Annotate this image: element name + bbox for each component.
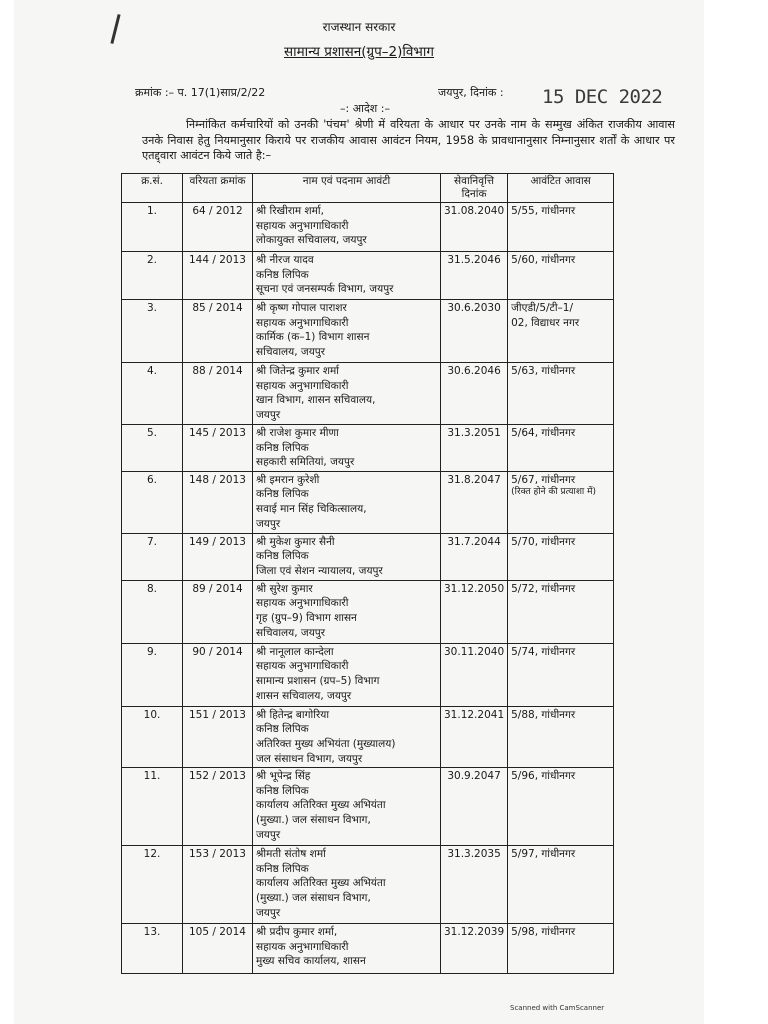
- allottee-line: श्री हितेन्द्र बागोरिया: [256, 708, 330, 721]
- table-row: [122, 924, 614, 974]
- order-title: –: आदेश :–: [340, 102, 390, 115]
- seniority-number: 88 / 2014: [183, 363, 253, 425]
- allotted-quarter: [508, 706, 614, 767]
- allottee-name-designation: [253, 300, 441, 363]
- column-header: सेवानिवृत्ति दिनांक: [441, 174, 508, 203]
- serial-number: 4.: [122, 363, 183, 425]
- allottee-line: कनिष्ठ लिपिक: [256, 488, 309, 501]
- allotted-quarter: [508, 533, 614, 580]
- retirement-date: 31.3.2051: [441, 425, 508, 472]
- allottee-line: सहायक अनुभागाधिकारी: [256, 940, 349, 953]
- allottee-line: सहकारी समितियां, जयपुर: [256, 456, 355, 469]
- allottee-name-designation: [253, 643, 441, 706]
- allottee-line: कनिष्ठ लिपिक: [256, 862, 309, 875]
- allottee-line: कार्यालय अतिरिक्त मुख्य अभियंता: [256, 799, 386, 812]
- allottee-line: कनिष्ठ लिपिक: [256, 784, 309, 797]
- seniority-number: 90 / 2014: [183, 643, 253, 706]
- quarter-line: 5/88, गांधीनगर: [511, 708, 576, 721]
- allottee-line: गृह (ग्रुप–9) विभाग शासन: [256, 611, 357, 624]
- column-header: आवंटित आवास: [508, 174, 614, 203]
- allottee-name-designation: [253, 203, 441, 252]
- allotted-quarter: [508, 425, 614, 472]
- allottee-line: श्री राजेश कुमार मीणा: [256, 427, 339, 439]
- table-row: [122, 252, 614, 300]
- allotted-quarter: [508, 846, 614, 924]
- allottee-line: सहायक अनुभागाधिकारी: [256, 597, 349, 610]
- quarter-line: 5/97, गांधीनगर: [511, 848, 576, 861]
- quarter-line: 5/55, गांधीनगर: [511, 205, 576, 217]
- allottee-line: श्री नानूलाल कान्देला: [256, 645, 334, 658]
- serial-number: 9.: [122, 643, 183, 706]
- seniority-number: 144 / 2013: [183, 252, 253, 300]
- allottee-line: कनिष्ठ लिपिक: [256, 723, 309, 736]
- allottee-line: श्री जितेन्द्र कुमार शर्मा: [256, 365, 339, 377]
- seniority-number: 152 / 2013: [183, 768, 253, 846]
- retirement-date: 31.5.2046: [441, 252, 508, 300]
- retirement-date: 31.12.2050: [441, 580, 508, 643]
- seniority-number: 149 / 2013: [183, 533, 253, 580]
- column-header: वरियता क्रमांक: [183, 174, 253, 203]
- column-header: नाम एवं पदनाम आवंटी: [253, 174, 441, 203]
- table-row: [122, 203, 614, 252]
- serial-number: 10.: [122, 706, 183, 767]
- quarter-line: 5/72, गांधीनगर: [511, 582, 576, 595]
- retirement-date: 31.8.2047: [441, 471, 508, 533]
- allottee-line: लोकायुक्त सचिवालय, जयपुर: [256, 234, 367, 247]
- allottee-line: सहायक अनुभागाधिकारी: [256, 660, 349, 673]
- quarter-note: (रिक्त होने की प्रत्याशा में): [511, 487, 597, 498]
- allottee-line: जल संसाधन विभाग, जयपुर: [256, 752, 363, 765]
- allottee-name-designation: [253, 425, 441, 472]
- scanner-watermark: Scanned with CamScanner: [510, 1004, 605, 1012]
- allottee-line: सवाई मान सिंह चिकित्सालय,: [256, 502, 367, 515]
- allottee-line: कार्यालय अतिरिक्त मुख्य अभियंता: [256, 877, 386, 890]
- allottee-line: श्री रिखीराम शर्मा,: [256, 205, 324, 217]
- table-row: [122, 300, 614, 363]
- allottee-line: शासन सचिवालय, जयपुर: [256, 689, 352, 702]
- retirement-date: 31.12.2041: [441, 706, 508, 767]
- document-page: [14, 0, 704, 1024]
- allottee-line: जिला एवं सेशन न्यायालय, जयपुर: [256, 564, 383, 577]
- allottee-line: श्री सुरेश कुमार: [256, 582, 313, 595]
- retirement-date: 31.08.2040: [441, 203, 508, 252]
- seniority-number: 89 / 2014: [183, 580, 253, 643]
- allottee-line: (मुख्या.) जल संसाधन विभाग,: [256, 891, 371, 904]
- seniority-number: 151 / 2013: [183, 706, 253, 767]
- allottee-line: सूचना एवं जनसम्पर्क विभाग, जयपुर: [256, 283, 394, 296]
- allotted-quarter: [508, 300, 614, 363]
- allottee-name-designation: [253, 363, 441, 425]
- table-row: [122, 768, 614, 846]
- allotted-quarter: [508, 580, 614, 643]
- allottee-line: खान विभाग, शासन सचिवालय,: [256, 394, 376, 407]
- allottee-name-designation: [253, 533, 441, 580]
- allottee-line: मुख्य सचिव कार्यालय, शासन: [256, 955, 366, 968]
- serial-number: 11.: [122, 768, 183, 846]
- table-row: [122, 643, 614, 706]
- seniority-number: 153 / 2013: [183, 846, 253, 924]
- allottee-line: जयपुर: [256, 828, 281, 841]
- table-row: [122, 706, 614, 767]
- serial-number: 1.: [122, 203, 183, 252]
- government-heading: राजस्थान सरकार: [322, 20, 396, 34]
- serial-number: 12.: [122, 846, 183, 924]
- allottee-line: श्री इमरान कुरेशी: [256, 473, 320, 486]
- seniority-number: 148 / 2013: [183, 471, 253, 533]
- allottee-name-designation: [253, 846, 441, 924]
- quarter-line: 5/74, गांधीनगर: [511, 645, 576, 658]
- table-row: [122, 471, 614, 533]
- allottee-line: अतिरिक्त मुख्य अभियंता (मुख्यालय): [256, 737, 396, 750]
- allottee-line: सचिवालय, जयपुर: [256, 626, 326, 639]
- allottee-line: जयपुर: [256, 408, 281, 421]
- allottee-name-designation: [253, 252, 441, 300]
- quarter-line: 5/60, गांधीनगर: [511, 254, 576, 266]
- serial-number: 7.: [122, 533, 183, 580]
- serial-number: 6.: [122, 471, 183, 533]
- order-reference: क्रमांक :– प. 17(1)साप्र/2/22: [135, 86, 266, 99]
- column-header: क्र.सं.: [122, 174, 183, 203]
- table-header-row: [122, 174, 614, 203]
- table-row: [122, 533, 614, 580]
- allottee-line: सहायक अनुभागाधिकारी: [256, 316, 349, 329]
- allotted-quarter: [508, 363, 614, 425]
- allotted-quarter: [508, 252, 614, 300]
- allottee-line: सचिवालय, जयपुर: [256, 345, 326, 358]
- quarter-line: जीएडी/5/टी–1/: [511, 302, 574, 314]
- table-row: [122, 363, 614, 425]
- allottee-line: श्री मुकेश कुमार सैनी: [256, 535, 335, 548]
- allottee-name-designation: [253, 580, 441, 643]
- allottee-name-designation: [253, 924, 441, 974]
- allottee-line: जयपुर: [256, 517, 281, 530]
- allottee-line: सामान्य प्रशासन (ग्रप–5) विभाग: [256, 674, 380, 687]
- retirement-date: 30.11.2040: [441, 643, 508, 706]
- quarter-line: 5/98, गांधीनगर: [511, 926, 576, 939]
- allottee-line: श्री प्रदीप कुमार शर्मा,: [256, 926, 338, 939]
- seniority-number: 105 / 2014: [183, 924, 253, 974]
- serial-number: 2.: [122, 252, 183, 300]
- seniority-number: 85 / 2014: [183, 300, 253, 363]
- allottee-line: श्री भूपेन्द्र सिंह: [256, 770, 311, 783]
- serial-number: 5.: [122, 425, 183, 472]
- serial-number: 8.: [122, 580, 183, 643]
- allottee-name-designation: [253, 471, 441, 533]
- allottee-line: श्री नीरज यादव: [256, 254, 314, 266]
- allotted-quarter: [508, 643, 614, 706]
- quarter-line: 5/64, गांधीनगर: [511, 427, 576, 439]
- allottee-name-designation: [253, 768, 441, 846]
- quarter-line: 5/67, गांधीनगर: [511, 473, 576, 486]
- quarter-line: 02, विद्याधर नगर: [511, 316, 580, 329]
- table-body: [122, 203, 614, 974]
- allottee-line: सहायक अनुभागाधिकारी: [256, 379, 349, 392]
- allottee-line: श्री कृष्ण गोपाल पाराशर: [256, 302, 347, 314]
- retirement-date: 30.6.2030: [441, 300, 508, 363]
- allottee-line: कनिष्ठ लिपिक: [256, 441, 309, 454]
- retirement-date: 31.7.2044: [441, 533, 508, 580]
- serial-number: 3.: [122, 300, 183, 363]
- allottee-line: सहायक अनुभागाधिकारी: [256, 219, 349, 232]
- retirement-date: 31.12.2039: [441, 924, 508, 974]
- place-date-label: जयपुर, दिनांक :: [438, 86, 504, 99]
- allottee-line: कार्मिक (क–1) विभाग शासन: [256, 331, 370, 344]
- quarter-line: 5/70, गांधीनगर: [511, 535, 576, 548]
- allotment-table: [121, 173, 614, 974]
- allottee-line: श्रीमती संतोष शर्मा: [256, 848, 326, 861]
- retirement-date: 30.9.2047: [441, 768, 508, 846]
- allottee-line: कनिष्ठ लिपिक: [256, 268, 309, 281]
- allotted-quarter: [508, 203, 614, 252]
- allotted-quarter: [508, 924, 614, 974]
- date-stamp: 15 DEC 2022: [542, 86, 663, 108]
- quarter-line: 5/96, गांधीनगर: [511, 770, 576, 783]
- order-paragraph: निम्नांकित कर्मचारियों को उनकी 'पंचम' श्रेणी में वरियता के आधार पर उनके नाम के सम्मुख अंकित राजकीय आवास उनके निवास हेतु नियमानुसार किराये पर राजकीय आवास आवंटन नियम, 1958 के प्रावधानानुसार निम्नानुसार शर्तों के आधार पर एतद्द्वारा आवंटन किये जाते है:–: [142, 118, 675, 162]
- retirement-date: 31.3.2035: [441, 846, 508, 924]
- allottee-name-designation: [253, 706, 441, 767]
- seniority-number: 145 / 2013: [183, 425, 253, 472]
- table-row: [122, 846, 614, 924]
- seniority-number: 64 / 2012: [183, 203, 253, 252]
- table-row: [122, 580, 614, 643]
- retirement-date: 30.6.2046: [441, 363, 508, 425]
- serial-number: 13.: [122, 924, 183, 974]
- allotted-quarter: [508, 471, 614, 533]
- allottee-line: (मुख्या.) जल संसाधन विभाग,: [256, 813, 371, 826]
- allotted-quarter: [508, 768, 614, 846]
- department-heading: सामान्य प्रशासन(ग्रुप–2)विभाग: [283, 44, 435, 60]
- table-row: [122, 425, 614, 472]
- allottee-line: कनिष्ठ लिपिक: [256, 550, 309, 563]
- allottee-line: जयपुर: [256, 906, 281, 919]
- quarter-line: 5/63, गांधीनगर: [511, 365, 576, 377]
